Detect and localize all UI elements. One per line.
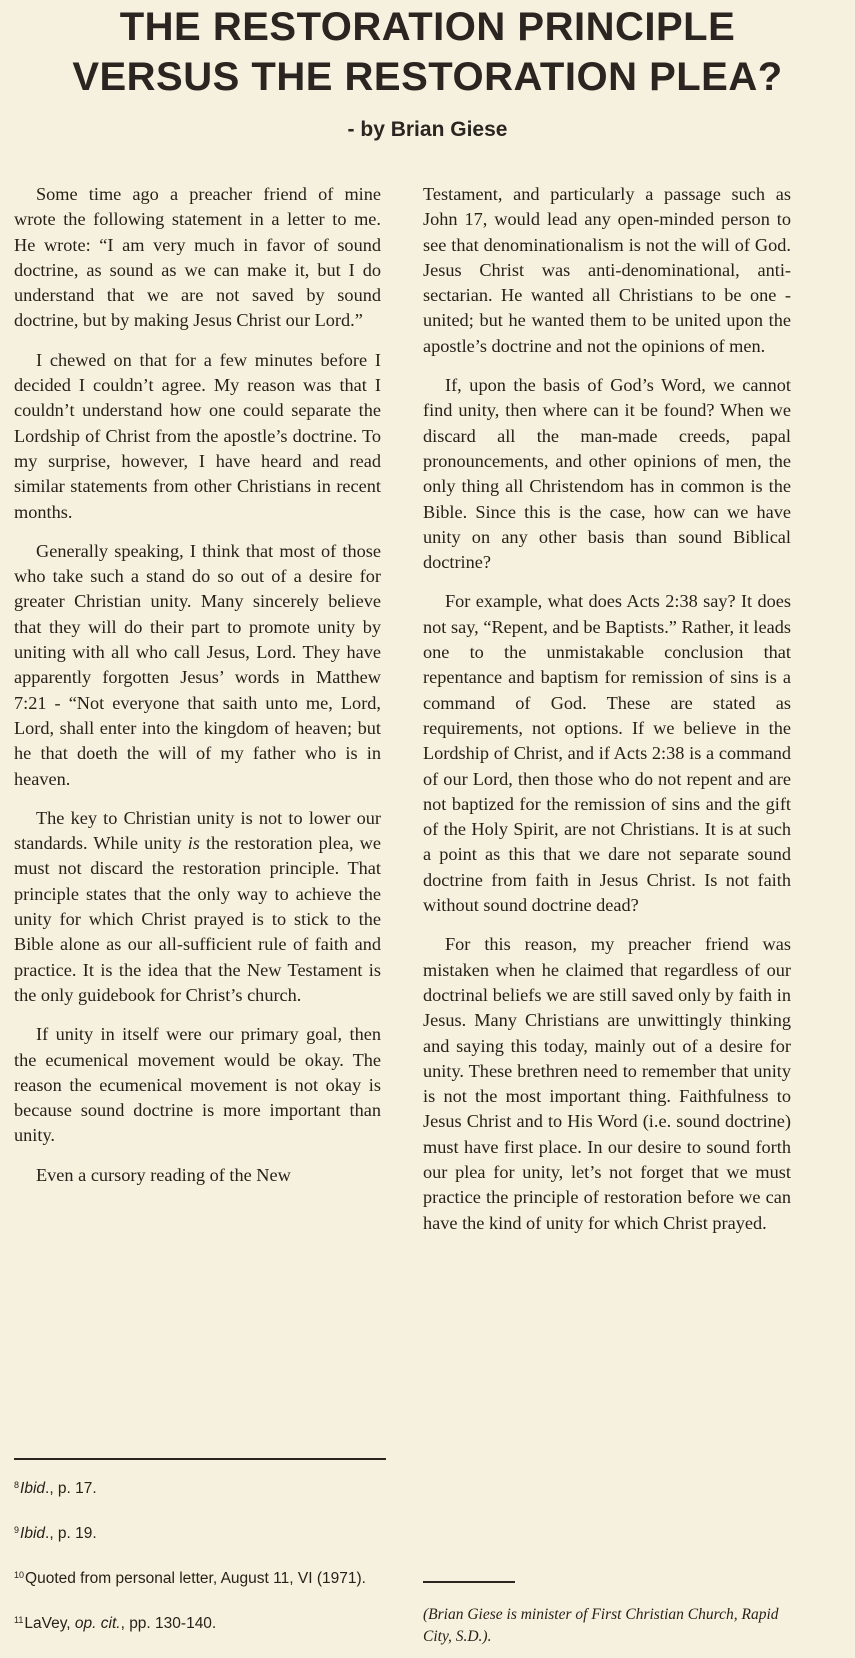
left-column (14, 182, 381, 1188)
article-title (0, 2, 855, 102)
footnote-text: LaVey, (24, 1615, 75, 1632)
paragraph: For example, what does Acts 2:38 say? It does not say, “Repent, and be Baptists.” Rather, it leads one to the unmistakable conclusion that repentance and baptism for remission of sins is a command of God. These are stated as requirements, not options. If we believe in the Lordship of Christ, and if Acts 2:38 is a command of our Lord, then those who do not repent and are not baptized for the remission of sins and the gift of the Holy Spirit, are not Christians. It is at such a point as this that we dare not separate sound doctrine from faith in Jesus Christ. Is not faith without sound doctrine dead? (423, 591, 791, 916)
footnote-text: ., p. 17. (45, 1480, 97, 1497)
byline: - by Brian Giese (347, 118, 508, 141)
footnote-text: ., p. 19. (45, 1525, 97, 1542)
footnote-number: 11 (14, 1615, 24, 1625)
footnote-italic: op. cit. (74, 1615, 121, 1632)
footnote-italic: Ibid (20, 1480, 46, 1497)
paragraph: Testament, and particularly a passage such as John 17, would lead any open-minded person to see that denominationalism is not the will of God. Jesus Christ was anti-denominational, anti-sectarian. He wanted all Christians to be one - united; but he wanted them to be united upon the apostle’s doctrine and not the opinions of men. (423, 184, 791, 356)
footnotes (14, 1474, 386, 1654)
footnote-italic: Ibid (20, 1525, 46, 1542)
author-bio: (Brian Giese is minister of First Christian Church, Rapid City, S.D.). (423, 1606, 779, 1645)
title-line-1: THE RESTORATION PRINCIPLE (119, 5, 736, 49)
footnote (14, 1519, 386, 1545)
footnote (14, 1474, 386, 1500)
footnote-text: Quoted from personal letter, August 11, VI (1971). (25, 1570, 366, 1587)
footnote-number: 8 (14, 1480, 20, 1490)
paragraph: If, upon the basis of God’s Word, we cannot find unity, then where can it be found? When we discard all the man-made creeds, papal pronouncements, and other opinions of men, the only thing all Christendom has in common is the Bible. Since this is the case, how can we have unity on any other basis than sound Biblical doctrine? (423, 375, 791, 573)
paragraph: Some time ago a preacher friend of mine wrote the following statement in a letter to me. He wrote: “I am very much in favor of sound doctrine, as sound as we can make it, but I do understand that we are not saved by sound doctrine, but by making Jesus Christ our Lord.” (14, 184, 381, 331)
footnote-divider (14, 1458, 386, 1460)
paragraph: If unity in itself were our primary goal, then the ecumenical movement would be okay. The reason the ecumenical movement is not okay is because sound doctrine is more important than unity. (14, 1024, 381, 1146)
footnote-text: , pp. 130-140. (120, 1615, 217, 1632)
emphasis: is (187, 833, 200, 854)
paragraph: I chewed on that for a few minutes before I decided I couldn’t agree. My reason was that I couldn’t understand how one could separate the Lordship of Christ from the apostle’s doctrine. To my surprise, however, I have heard and read similar statements from other Christians in recent months. (14, 349, 381, 522)
footnote-number: 10 (14, 1570, 25, 1580)
footnote (14, 1609, 386, 1635)
footnote-number: 9 (14, 1525, 20, 1535)
right-column (423, 182, 791, 1250)
footnote (14, 1564, 386, 1590)
paragraph-text: the restoration plea, we must not discard the restoration principle. That principle states that the only way to achieve the unity for which Christ prayed is to stick to the Bible alone as our all-sufficient rule of faith and practice. It is the idea that the New Testament is the only guidebook for Christ’s church. (14, 833, 381, 1005)
paragraph (14, 806, 381, 1008)
paragraph: For this reason, my preacher friend was mistaken when he claimed that regardless of our doctrinal beliefs we are still saved only by faith in Jesus. Many Christians are unwittingly thinking and saying this today, mainly out of a desire for unity. These brethren need to remember that unity is not the most important thing. Faithfulness to Jesus Christ and to His Word (i.e. sound doctrine) must have first place. In our desire to sound forth our plea for unity, let’s not forget that we must practice the principle of restoration before we can have the kind of unity for which Christ prayed. (423, 934, 791, 1233)
paragraph-text: The key to Christian unity is not to lower our standards. While unity (14, 807, 381, 854)
title-line-2: VERSUS THE RESTORATION PLEA? (72, 55, 783, 99)
end-divider (423, 1581, 515, 1583)
paragraph: Generally speaking, I think that most of those who take such a stand do so out of a desire for greater Christian unity. Many sincerely believe that they will do their part to promote unity by uniting with all who call Jesus, Lord. They have apparently forgotten Jesus’ words in Matthew 7:21 - “Not everyone that saith unto me, Lord, Lord, shall enter into the kingdom of heaven; but he that doeth the will of my father who is in heaven. (14, 540, 381, 789)
paragraph: Even a cursory reading of the New (36, 1164, 291, 1185)
